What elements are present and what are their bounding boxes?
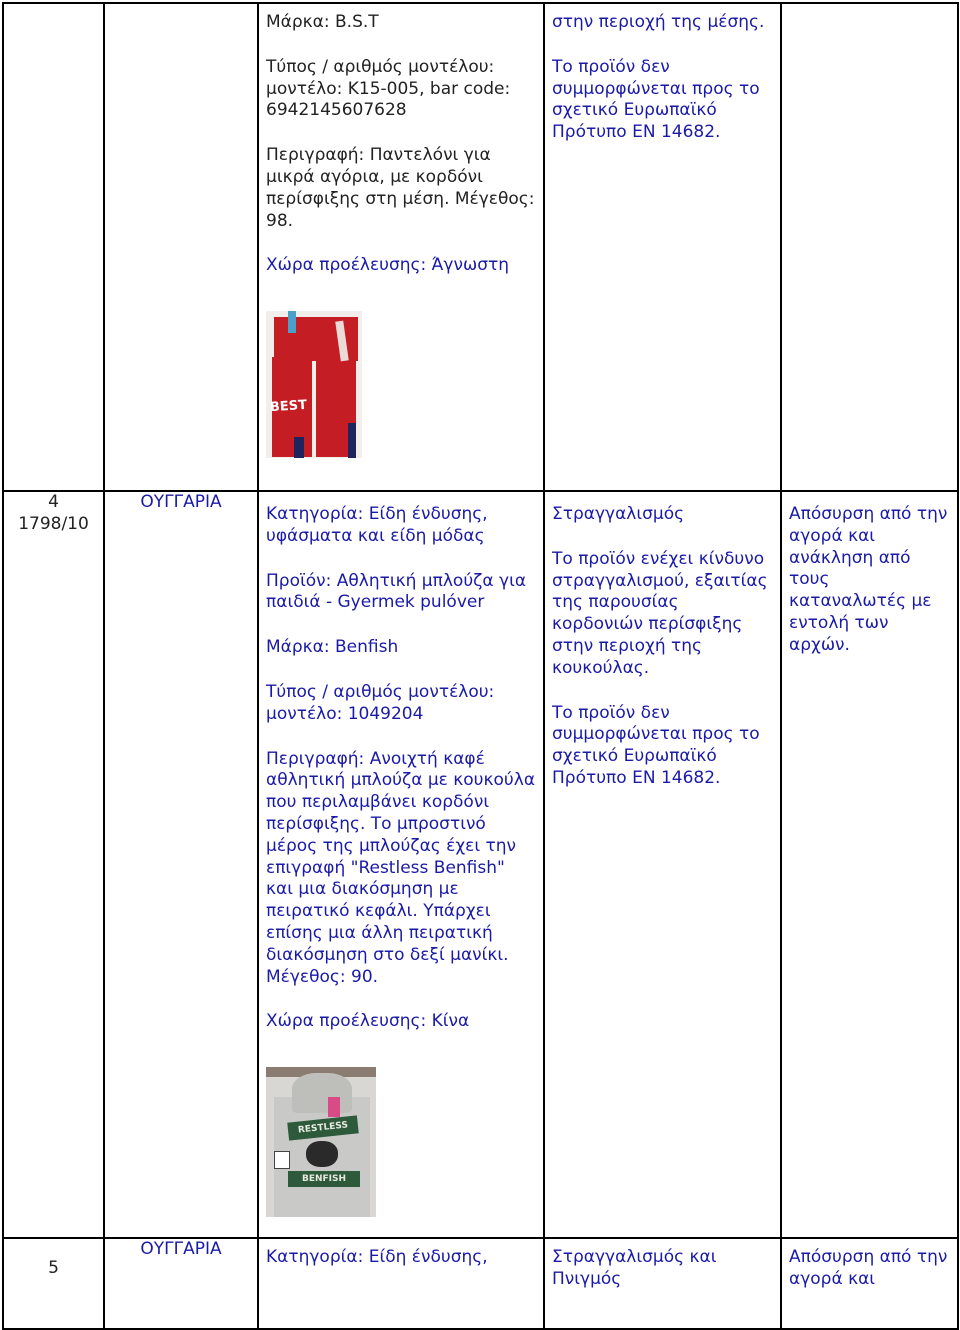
row4-country-cell bbox=[104, 491, 258, 1238]
row4-product: Προϊόν: Αθλητική μπλούζα για παιδιά - Gyermek pulóver bbox=[266, 570, 527, 613]
row4-origin: Χώρα προέλευσης: Κίνα bbox=[266, 1011, 470, 1032]
row4-description: Περιγραφή: Ανοιχτή καφέ αθλητική μπλούζα με κουκούλα που περιλαμβάνει κορδόνι περίσφιξης. Το μπροστινό μέρος της μπλούζας έχει την επιγραφή "Restless Benfish" και μια διακόσμηση με πειρατικό κεφάλι. Υπάρχει επίσης μια άλλη πειρατική διακόσμηση στο δεξί μανίκι. Μέγεθος: 90. bbox=[266, 748, 536, 987]
row3-product-cell bbox=[258, 3, 544, 491]
row5-number-cell bbox=[3, 1238, 104, 1329]
row3-type-model: Τύπος / αριθμός μοντέλου: μοντέλο: K15-005, bar code: 6942145607628 bbox=[266, 56, 511, 121]
grey-hoodie-photo bbox=[266, 1067, 376, 1217]
row3-number-cell bbox=[3, 3, 104, 491]
row4-risk-type: Στραγγαλισμός bbox=[552, 504, 685, 524]
row4-compliance: Το προϊόν δεν συμμορφώνεται προς το σχετικό Ευρωπαϊκό Πρότυπο EN 14682. bbox=[552, 702, 760, 788]
row3-risk-tail: στην περιοχή της μέσης. bbox=[552, 12, 765, 32]
row3-origin: Χώρα προέλευσης: Άγνωστη bbox=[266, 255, 509, 276]
row4-ref: 1798/10 bbox=[18, 513, 89, 534]
row3-brand: Μάρκα: B.S.T bbox=[266, 12, 379, 32]
row4-brand: Μάρκα: Benfish bbox=[266, 637, 399, 658]
red-pants-photo bbox=[266, 311, 362, 458]
row4-category: Κατηγορία: Είδη ένδυσης, υφάσματα και είδη μόδας bbox=[266, 504, 488, 546]
row3-description: Περιγραφή: Παντελόνι για μικρά αγόρια, με κορδόνι περίσφιξης στη μέση. Μέγεθος: 98. bbox=[266, 145, 535, 231]
table-row bbox=[3, 3, 958, 491]
rapex-notifications-table bbox=[2, 2, 959, 1330]
hoodie-label-bottom: BENFISH bbox=[288, 1171, 360, 1187]
row5-country-cell bbox=[104, 1238, 258, 1329]
row5-risk-cell bbox=[544, 1238, 781, 1329]
table-row bbox=[3, 1238, 958, 1329]
row5-number: 5 bbox=[48, 1258, 59, 1278]
row4-risk-cell bbox=[544, 491, 781, 1238]
row4-number: 4 bbox=[48, 492, 59, 512]
row3-country-cell bbox=[104, 3, 258, 491]
pants-print: BEST bbox=[269, 397, 308, 416]
row4-type-model: Τύπος / αριθμός μοντέλου: μοντέλο: 1049204 bbox=[266, 681, 495, 724]
row5-risk-type: Στραγγαλισμός και Πνιγμός bbox=[552, 1247, 717, 1289]
row4-risk: Το προϊόν ενέχει κίνδυνο στραγγαλισμού, εξαιτίας της παρουσίας κορδονιών περίσφιξης στην περιοχή της κουκούλας. bbox=[552, 548, 768, 678]
row5-measures: Απόσυρση από την αγορά και bbox=[789, 1247, 948, 1289]
row5-measures-cell bbox=[781, 1238, 958, 1329]
hoodie-label-top: RESTLESS bbox=[287, 1116, 358, 1141]
row4-number-cell bbox=[3, 491, 104, 1238]
row5-category: Κατηγορία: Είδη ένδυσης, bbox=[266, 1247, 488, 1267]
row3-compliance: Το προϊόν δεν συμμορφώνεται προς το σχετικό Ευρωπαϊκό Πρότυπο EN 14682. bbox=[552, 56, 760, 143]
row3-risk-cell bbox=[544, 3, 781, 491]
row4-country: ΟΥΓΓΑΡΙΑ bbox=[140, 492, 222, 512]
row3-measures-cell bbox=[781, 3, 958, 491]
row4-measures: Απόσυρση από την αγορά και ανάκληση από τους καταναλωτές με εντολή των αρχών. bbox=[789, 504, 948, 655]
row4-product-cell bbox=[258, 491, 544, 1238]
row5-product-cell bbox=[258, 1238, 544, 1329]
table-row bbox=[3, 491, 958, 1238]
row4-measures-cell bbox=[781, 491, 958, 1238]
row5-country: ΟΥΓΓΑΡΙΑ bbox=[140, 1239, 222, 1259]
